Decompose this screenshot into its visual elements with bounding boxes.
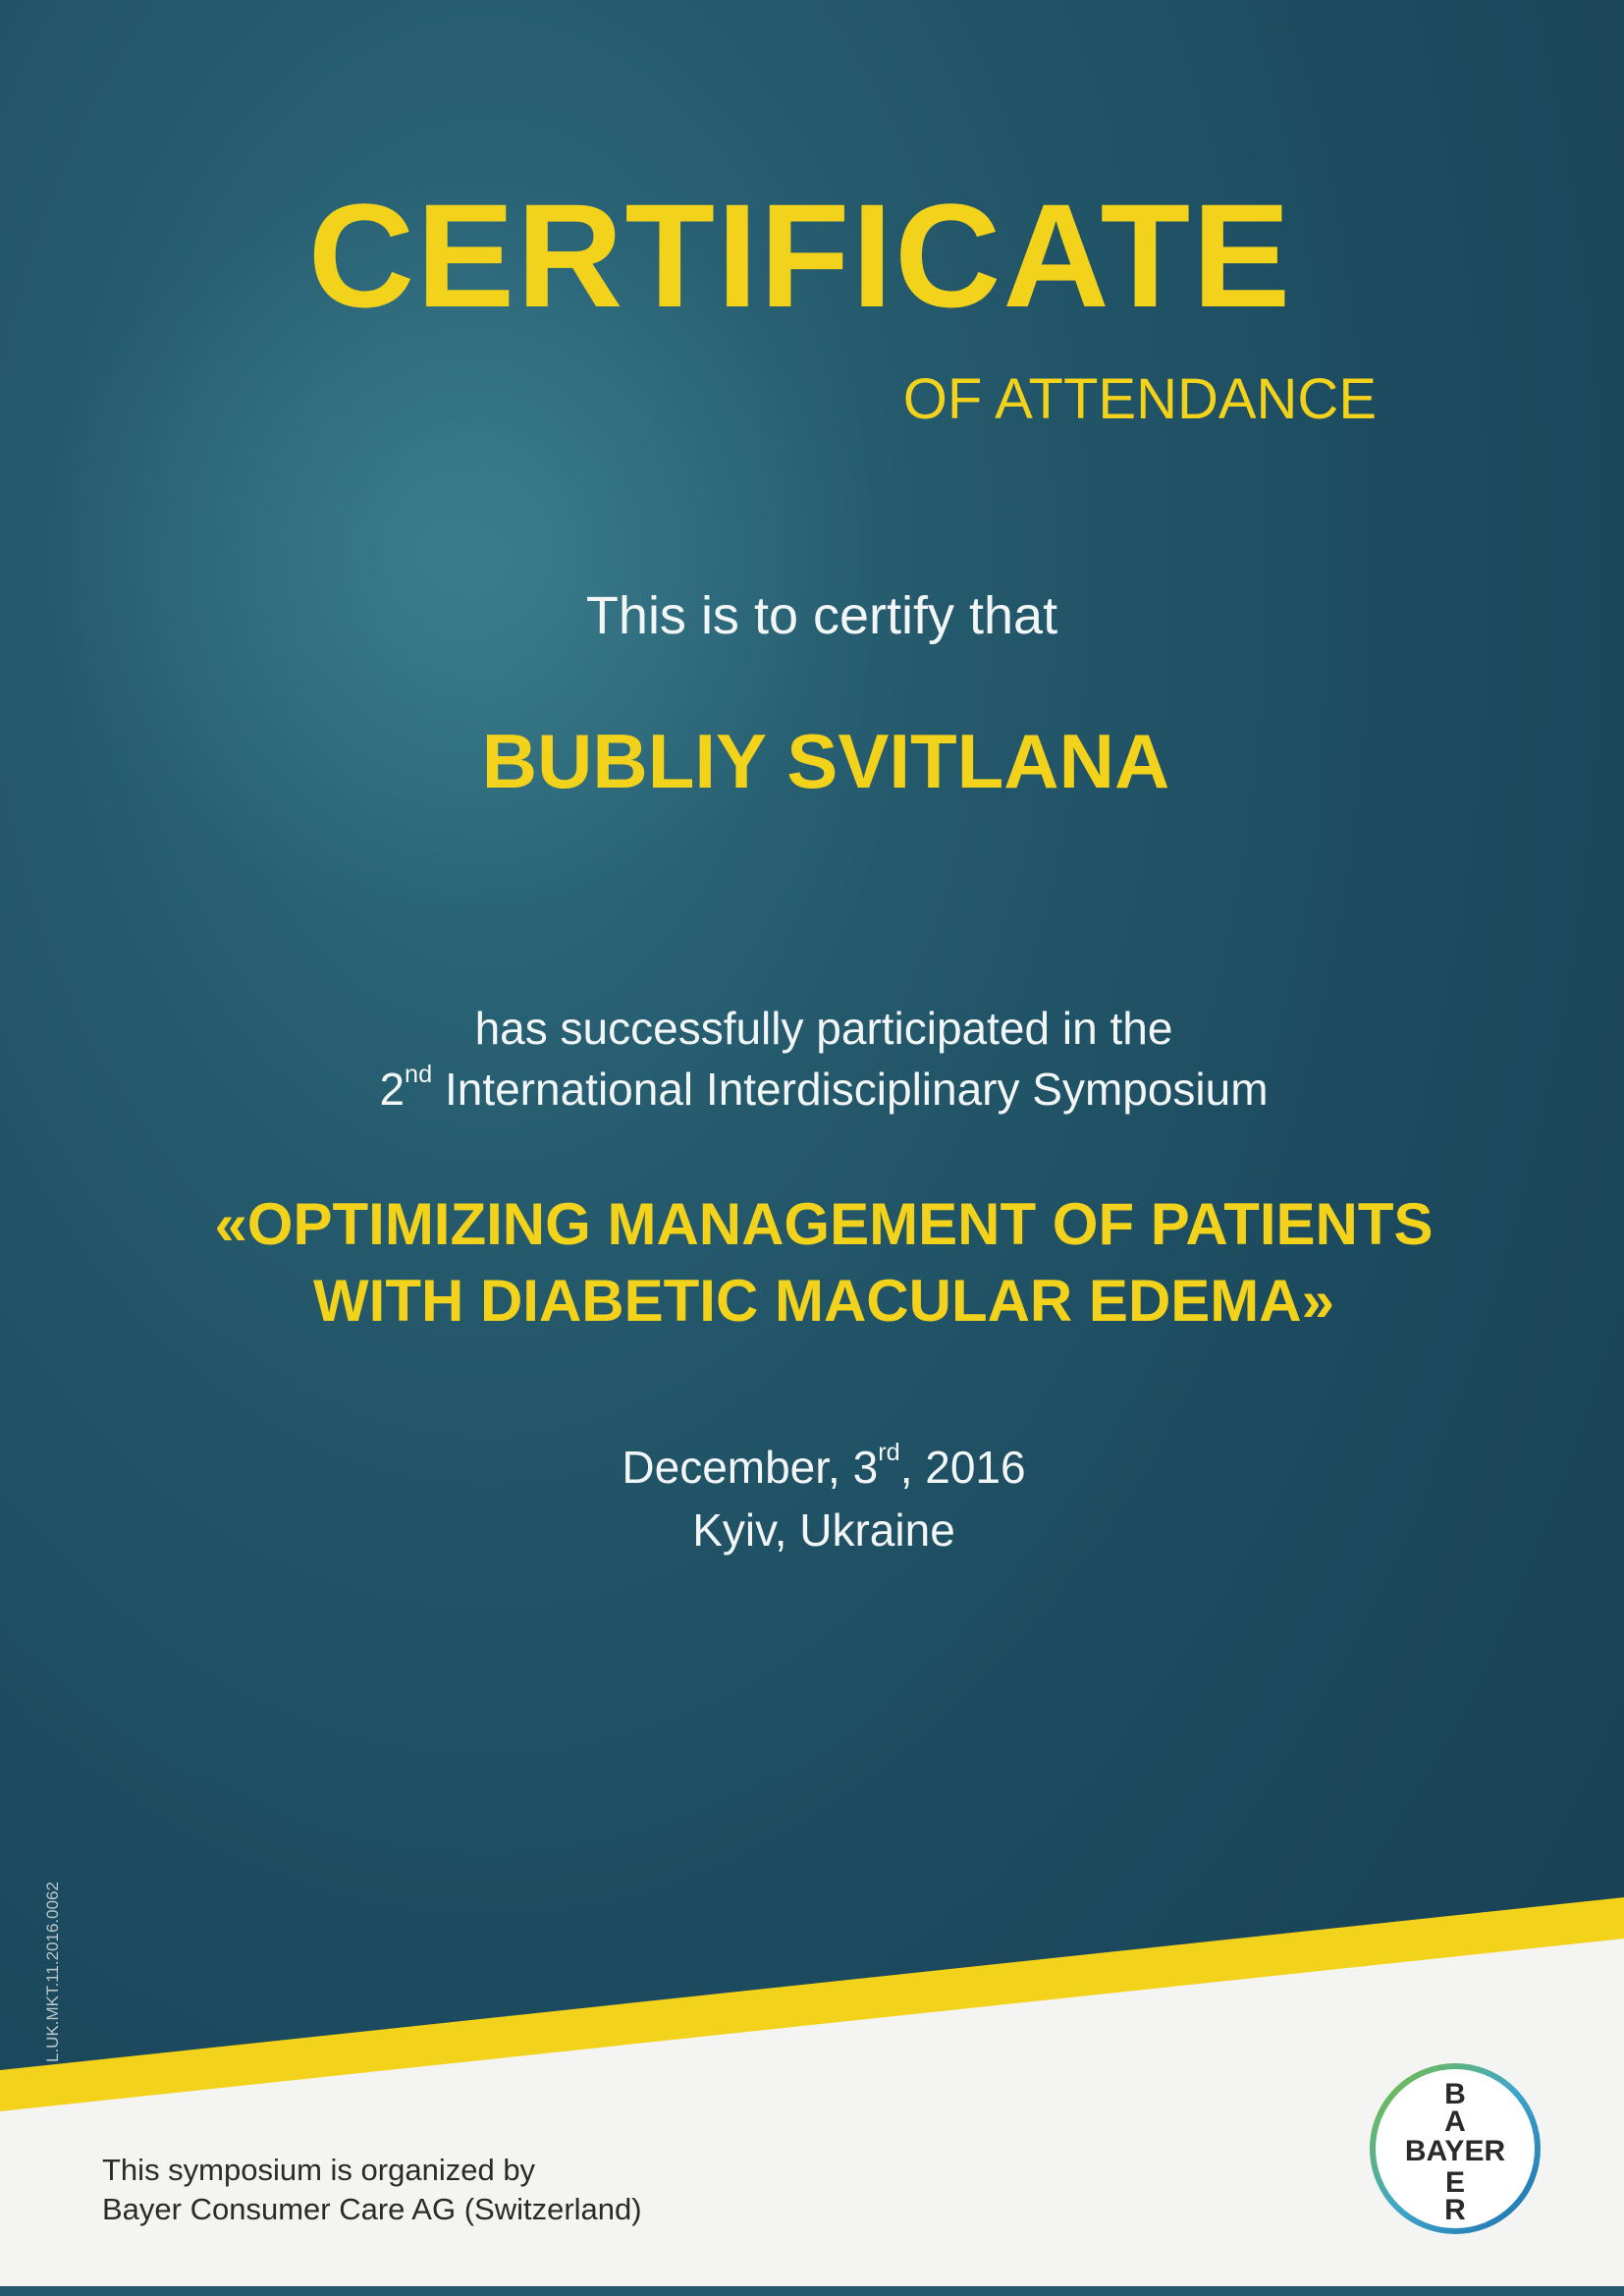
- date-year: , 2016: [899, 1442, 1026, 1493]
- symposium-name: International Interdisciplinary Symposium: [432, 1064, 1269, 1115]
- certificate-title: CERTIFICATE: [307, 173, 1293, 338]
- certificate-subtitle: OF ATTENDANCE: [902, 367, 1377, 431]
- svg-text:B: B: [1444, 2078, 1466, 2110]
- svg-text:A: A: [1444, 2105, 1466, 2138]
- event-date-location: [12, 1436, 1624, 1561]
- topic-line-1: «OPTIMIZING MANAGEMENT OF PATIENTS: [214, 1191, 1434, 1257]
- event-date: [12, 1436, 1624, 1499]
- date-prefix: December, 3: [622, 1442, 879, 1493]
- recipient-name: BUBLIY SVITLANA: [481, 718, 1170, 804]
- logo-horizontal-text: BAYER: [1404, 2135, 1506, 2167]
- bottom-strip: [0, 2286, 1624, 2296]
- organizer-line-2: Bayer Consumer Care AG (Switzerland): [102, 2192, 642, 2226]
- svg-text:R: R: [1444, 2194, 1466, 2226]
- participation-line-1: has successfully participated in the: [474, 1003, 1173, 1054]
- svg-text:E: E: [1444, 2166, 1466, 2199]
- organizer-note: [102, 2151, 642, 2229]
- date-suffix: rd: [878, 1439, 900, 1467]
- participation-line-2: [12, 1059, 1624, 1120]
- organizer-line-1: This symposium is organized by: [102, 2153, 536, 2187]
- event-location: Kyiv, Ukraine: [692, 1504, 955, 1556]
- symposium-topic: [12, 1186, 1624, 1339]
- document-code: L.UK.MKT.11.2016.0062: [43, 1882, 62, 2062]
- topic-line-2: WITH DIABETIC MACULAR EDEMA»: [313, 1268, 1334, 1334]
- bayer-cross-logo-icon: [1367, 2060, 1543, 2237]
- participation-text: [12, 998, 1624, 1120]
- ordinal-number: 2: [379, 1064, 406, 1115]
- ordinal-suffix: nd: [405, 1061, 433, 1089]
- certify-text: This is to certify that: [585, 586, 1058, 645]
